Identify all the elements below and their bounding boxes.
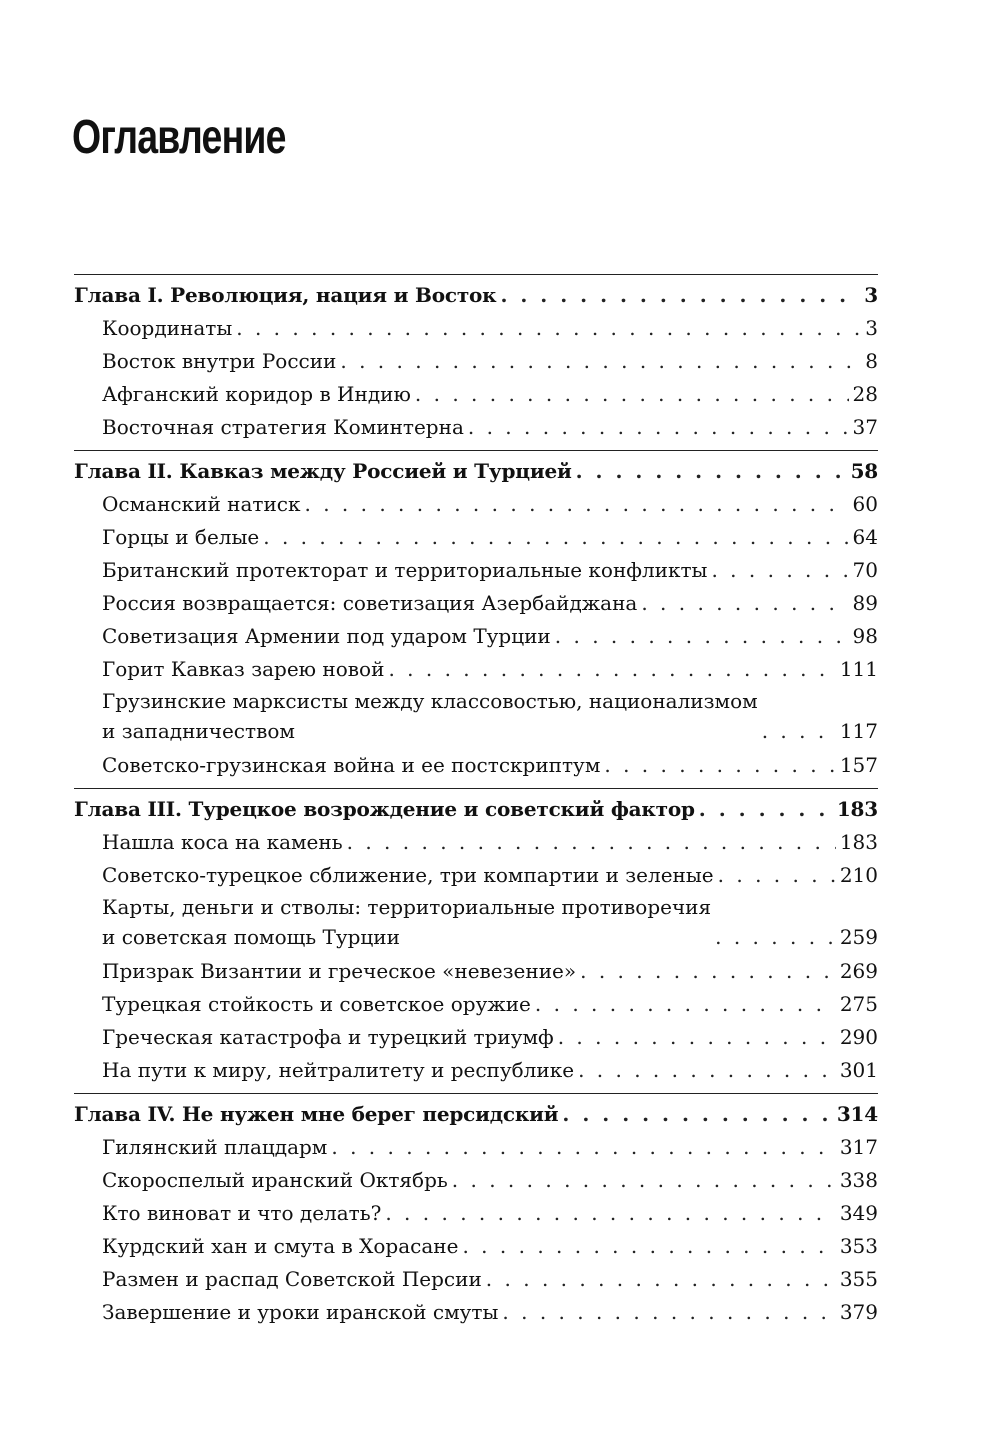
section-title [102, 892, 711, 952]
chapter-title: Глава III. Турецкое возрождение и советский фактор [74, 797, 695, 821]
toc-entry-section[interactable] [74, 1296, 878, 1329]
dot-leader [535, 988, 836, 1021]
chapter-1 [74, 274, 878, 444]
toc-entry-section[interactable] [74, 826, 878, 859]
page-number: 64 [852, 525, 878, 549]
page-number: 89 [852, 591, 878, 615]
toc-entry-section[interactable] [74, 1230, 878, 1263]
dot-leader [236, 312, 861, 345]
toc-entry-section[interactable] [74, 378, 878, 411]
page-number: 37 [852, 415, 878, 439]
page-number: 183 [839, 830, 878, 854]
toc-entry-section[interactable] [74, 1021, 878, 1054]
page-number: 58 [850, 459, 878, 483]
section-title: Восток внутри России [102, 349, 337, 373]
section-title: Размен и распад Советской Персии [102, 1267, 482, 1291]
dot-leader [462, 1230, 835, 1263]
toc-entry-section[interactable] [74, 653, 878, 686]
dot-leader [558, 1021, 836, 1054]
dot-leader [718, 859, 836, 892]
section-title-line-1: Карты, деньги и стволы: территориальные противоречия [102, 895, 712, 919]
page-number: 355 [839, 1267, 878, 1291]
toc-entry-section[interactable] [74, 859, 878, 892]
dot-leader [340, 345, 861, 378]
dot-leader [580, 955, 836, 988]
dot-leader [486, 1263, 836, 1296]
toc-entry-section[interactable] [74, 587, 878, 620]
chapter-title: Глава IV. Не нужен мне берег персидский [74, 1102, 559, 1126]
dot-leader [576, 455, 847, 488]
page-number: 314 [836, 1102, 878, 1126]
page-number: 353 [839, 1234, 878, 1258]
toc-entry-section[interactable] [74, 1054, 878, 1087]
section-title: Скороспелый иранский Октябрь [102, 1168, 448, 1192]
section-title: Афганский коридор в Индию [102, 382, 411, 406]
page-number: 379 [839, 1300, 878, 1324]
dot-leader [500, 279, 860, 312]
section-title: На пути к миру, нейтралитету и республике [102, 1058, 575, 1082]
page-number: 259 [839, 925, 878, 949]
toc-entry-chapter-3[interactable] [74, 793, 878, 826]
section-title: Россия возвращается: советизация Азербайджана [102, 591, 638, 615]
section-title: Курдский хан и смута в Хорасане [102, 1234, 459, 1258]
section-title: Советизация Армении под ударом Турции [102, 624, 551, 648]
dot-leader [385, 1197, 835, 1230]
dot-leader [331, 1131, 835, 1164]
page-number: 275 [839, 992, 878, 1016]
dot-leader [555, 620, 849, 653]
page-number: 290 [839, 1025, 878, 1049]
page-number: 210 [839, 863, 878, 887]
dot-leader [468, 411, 849, 444]
toc-entry-section[interactable] [74, 521, 878, 554]
page-number: 269 [839, 959, 878, 983]
page-number: 60 [852, 492, 878, 516]
dot-leader [502, 1296, 835, 1329]
toc-entry-section[interactable] [74, 312, 878, 345]
toc-entry-section[interactable] [74, 1197, 878, 1230]
section-title-line-2: и советская помощь Турции [102, 925, 400, 949]
dot-leader [762, 716, 836, 746]
toc-entry-section[interactable] [74, 955, 878, 988]
toc-entry-section[interactable] [74, 1164, 878, 1197]
chapter-2 [74, 450, 878, 782]
dot-leader [604, 749, 835, 782]
dot-leader [347, 826, 836, 859]
toc-entry-section[interactable] [74, 988, 878, 1021]
section-title: Горцы и белые [102, 525, 260, 549]
page-number: 28 [852, 382, 878, 406]
section-title: Кто виноват и что делать? [102, 1201, 382, 1225]
chapter-3 [74, 788, 878, 1087]
section-title [102, 686, 758, 746]
section-title: Восточная стратегия Коминтерна [102, 415, 464, 439]
toc-entry-chapter-2[interactable] [74, 455, 878, 488]
section-title: Нашла коса на камень [102, 830, 343, 854]
section-title: Греческая катастрофа и турецкий триумф [102, 1025, 554, 1049]
dot-leader [388, 653, 835, 686]
dot-leader [578, 1054, 836, 1087]
page-number: 117 [839, 719, 878, 743]
dot-leader [641, 587, 848, 620]
section-title: Британский протекторат и территориальные конфликты [102, 558, 708, 582]
section-title-line-2: и западничеством [102, 719, 295, 743]
dot-leader [562, 1098, 832, 1131]
chapter-title: Глава II. Кавказ между Россией и Турцией [74, 459, 572, 483]
toc-entry-chapter-1[interactable] [74, 279, 878, 312]
toc-entry-section[interactable] [74, 554, 878, 587]
page-number: 3 [865, 316, 878, 340]
page-number: 3 [864, 283, 878, 307]
section-title: Призрак Византии и греческое «невезение» [102, 959, 577, 983]
page-number: 8 [865, 349, 878, 373]
section-title: Турецкая стойкость и советское оружие [102, 992, 531, 1016]
toc-entry-section[interactable] [74, 1131, 878, 1164]
section-title-line-1: Грузинские марксисты между классовостью, национализмом [102, 689, 758, 713]
section-title: Координаты [102, 316, 233, 340]
page-title: Оглавление [72, 111, 286, 164]
dot-leader [415, 378, 849, 411]
dot-leader [715, 922, 836, 952]
section-title: Советско-турецкое сближение, три компартии и зеленые [102, 863, 714, 887]
page-number: 157 [839, 753, 878, 777]
toc-entry-section[interactable] [74, 345, 878, 378]
section-title: Завершение и уроки иранской смуты [102, 1300, 499, 1324]
dot-leader [452, 1164, 836, 1197]
page-number: 98 [852, 624, 878, 648]
toc-entry-section[interactable] [74, 686, 878, 746]
toc-entry-chapter-4[interactable] [74, 1098, 878, 1131]
page-number: 183 [836, 797, 878, 821]
section-title: Гилянский плацдарм [102, 1135, 328, 1159]
toc-entry-section[interactable] [74, 488, 878, 521]
page-number: 338 [839, 1168, 878, 1192]
toc-entry-section[interactable] [74, 892, 878, 952]
page-number: 317 [839, 1135, 878, 1159]
page-number: 111 [839, 657, 878, 681]
section-title: Советско-грузинская война и ее постскриптум [102, 753, 601, 777]
section-title: Османский натиск [102, 492, 301, 516]
toc-entry-section[interactable] [74, 749, 878, 782]
section-title: Горит Кавказ зарею новой [102, 657, 385, 681]
page-number: 349 [839, 1201, 878, 1225]
chapter-title: Глава I. Революция, нация и Восток [74, 283, 497, 307]
page-number: 70 [852, 558, 878, 582]
dot-leader [304, 488, 848, 521]
toc-entry-section[interactable] [74, 411, 878, 444]
dot-leader [711, 554, 848, 587]
toc-entry-section[interactable] [74, 620, 878, 653]
table-of-contents [74, 274, 878, 1329]
toc-entry-section[interactable] [74, 1263, 878, 1296]
dot-leader [263, 521, 848, 554]
chapter-4 [74, 1093, 878, 1329]
dot-leader [699, 793, 833, 826]
page-number: 301 [839, 1058, 878, 1082]
